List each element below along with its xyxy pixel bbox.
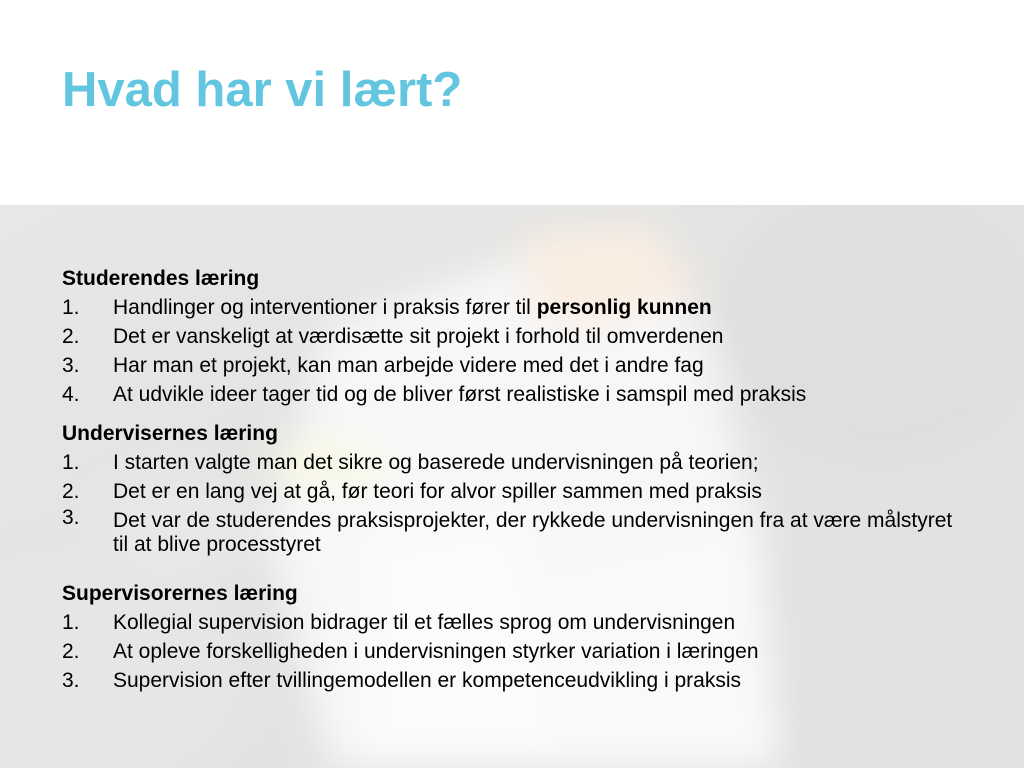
list-item — [62, 477, 962, 506]
slide-title: Hvad har vi lært? — [62, 63, 463, 117]
content-area — [62, 264, 962, 705]
item-text: Handlinger og interventioner i praksis fører til — [113, 296, 537, 319]
item-text: At udvikle ideer tager tid og de bliver først realistiske i samspil med praksis — [113, 383, 807, 406]
item-number: 2. — [62, 480, 80, 503]
list-studerendes — [62, 293, 962, 409]
list-item — [62, 448, 962, 477]
item-text-bold: personlig kunnen — [536, 296, 712, 319]
item-number: 1. — [62, 611, 80, 634]
list-item — [62, 637, 962, 666]
section-heading-undervisernes: Undervisernes læring — [62, 422, 278, 445]
item-text: I starten valgte man det sikre og baserede undervisningen på teorien; — [113, 451, 759, 474]
list-item — [62, 351, 962, 380]
item-text: Supervision efter tvillingemodellen er kompetenceudvikling i praksis — [113, 669, 741, 692]
item-text: At opleve forskelligheden i undervisningen styrker variation i læringen — [113, 640, 759, 663]
list-item — [62, 322, 962, 351]
item-number: 3. — [62, 669, 80, 692]
item-text: Det er en lang vej at gå, før teori for alvor spiller sammen med praksis — [113, 480, 762, 503]
list-item — [62, 666, 962, 695]
item-number: 4. — [62, 383, 80, 406]
title-band — [0, 0, 1024, 205]
item-text: Kollegial supervision bidrager til et fælles sprog om undervisningen — [113, 611, 736, 634]
section-heading-supervisorernes: Supervisorernes læring — [62, 582, 298, 605]
item-text: Det er vanskeligt at værdisætte sit projekt i forhold til omverdenen — [113, 325, 724, 348]
item-number: 1. — [62, 451, 80, 474]
item-text: Har man et projekt, kan man arbejde videre med det i andre fag — [113, 354, 704, 377]
list-item — [62, 608, 962, 637]
section-gap — [62, 569, 962, 579]
list-item — [62, 293, 962, 322]
item-number: 2. — [62, 325, 80, 348]
item-number: 1. — [62, 296, 80, 319]
list-item — [62, 506, 962, 559]
item-number: 2. — [62, 640, 80, 663]
item-number: 3. — [62, 354, 80, 377]
section-heading-studerendes: Studerendes læring — [62, 267, 260, 290]
list-undervisernes — [62, 448, 962, 559]
item-text: Det var de studerendes praksisprojekter, der rykkede undervisningen fra at være målstyret til at blive processtyret — [113, 509, 953, 556]
list-item — [62, 380, 962, 409]
item-number: 3. — [62, 506, 80, 529]
list-supervisorernes — [62, 608, 962, 695]
